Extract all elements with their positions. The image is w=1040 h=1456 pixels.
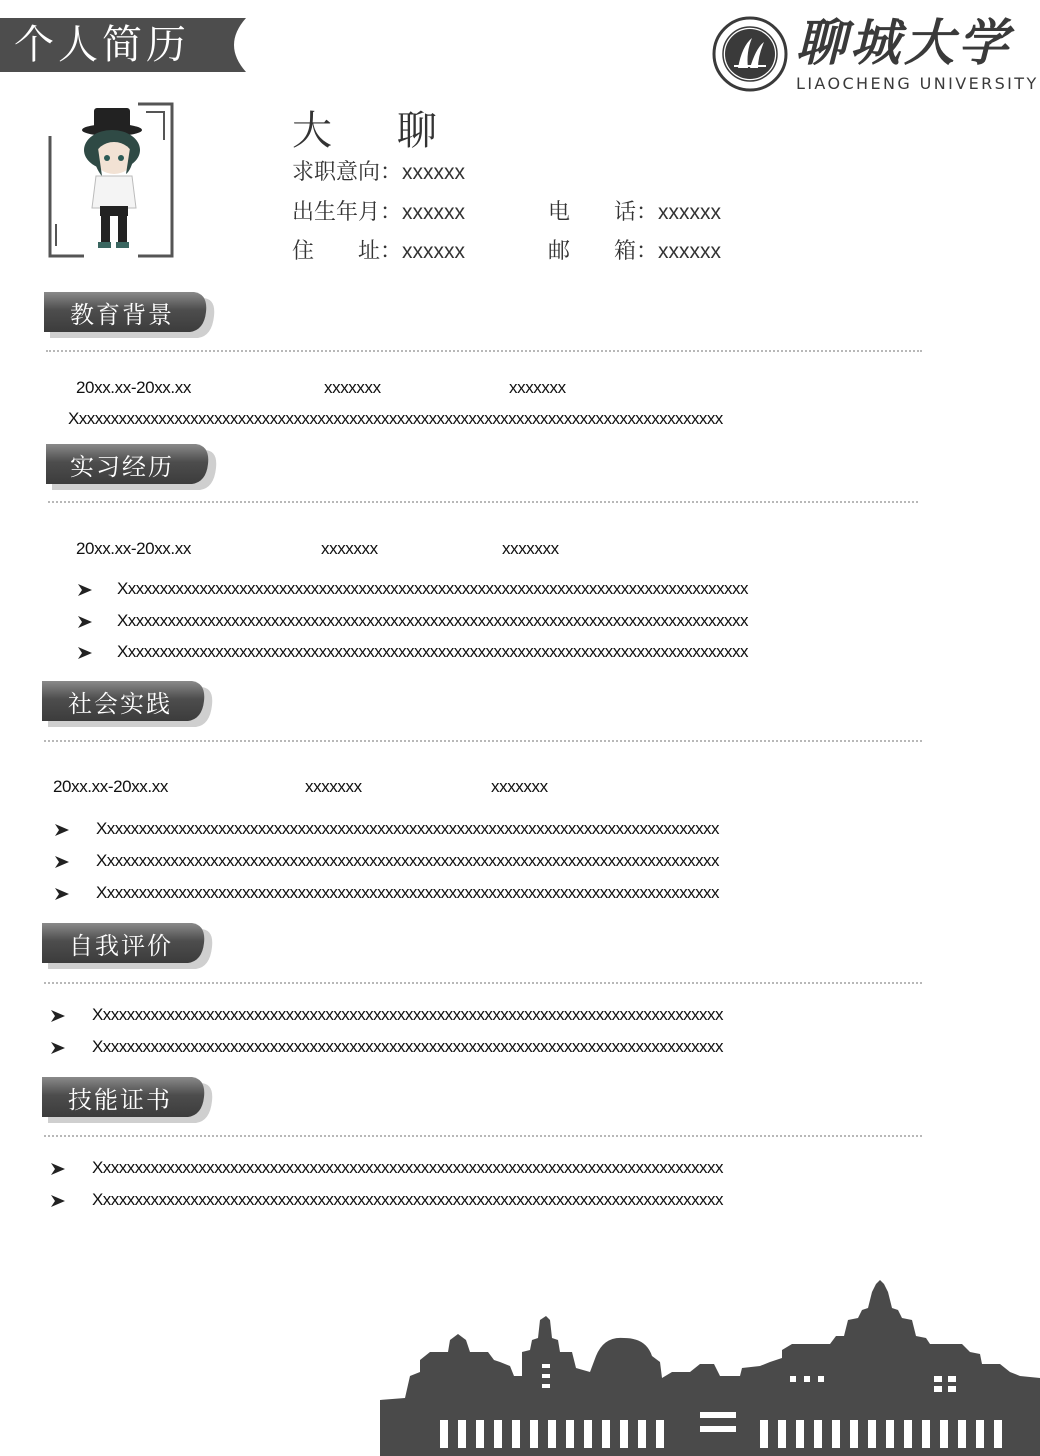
job-value: xxxxxx bbox=[402, 161, 466, 184]
divider-self-eval bbox=[44, 982, 922, 984]
arrowhead-icon bbox=[54, 823, 70, 837]
email-value: xxxxxx bbox=[658, 240, 722, 263]
skills-bullet-1: Xxxxxxxxxxxxxxxxxxxxxxxxxxxxxxxxxxxxxxxxxxxxxxxxxxxxxxxxxxxxxxxxxxxxxxxxxxxxxxx bbox=[92, 1158, 723, 1177]
practice-col3: xxxxxxx bbox=[491, 777, 548, 796]
job-label: 求职意向： bbox=[292, 160, 403, 185]
practice-bullet-1: Xxxxxxxxxxxxxxxxxxxxxxxxxxxxxxxxxxxxxxxxxxxxxxxxxxxxxxxxxxxxxxxxxxxxxxxxxxxxxx bbox=[96, 819, 719, 838]
avatar-icon bbox=[46, 100, 176, 260]
self-eval-bullet-1: Xxxxxxxxxxxxxxxxxxxxxxxxxxxxxxxxxxxxxxxxxxxxxxxxxxxxxxxxxxxxxxxxxxxxxxxxxxxxxxx bbox=[92, 1005, 723, 1024]
education-detail: Xxxxxxxxxxxxxxxxxxxxxxxxxxxxxxxxxxxxxxxxxxxxxxxxxxxxxxxxxxxxxxxxxxxxxxxxxxxxxxxxxx bbox=[68, 409, 723, 428]
logo-chinese: 聊城大学 bbox=[796, 13, 1012, 72]
birth-date bbox=[292, 198, 465, 228]
divider-skills bbox=[44, 1135, 922, 1137]
arrowhead-icon bbox=[77, 615, 93, 629]
divider-practice bbox=[44, 740, 922, 742]
internship-date: 20xx.xx-20xx.xx bbox=[76, 539, 191, 558]
practice-bullet-2: Xxxxxxxxxxxxxxxxxxxxxxxxxxxxxxxxxxxxxxxxxxxxxxxxxxxxxxxxxxxxxxxxxxxxxxxxxxxxxx bbox=[96, 851, 719, 870]
email-label: 邮 箱： bbox=[548, 239, 659, 264]
phone bbox=[548, 198, 721, 228]
birth-value: xxxxxx bbox=[402, 201, 466, 224]
campus-skyline bbox=[0, 1280, 1040, 1456]
education-col3: xxxxxxx bbox=[509, 378, 566, 397]
divider-internship bbox=[48, 501, 918, 503]
arrowhead-icon bbox=[54, 855, 70, 869]
birth-label: 出生年月： bbox=[292, 200, 403, 225]
address-value: xxxxxx bbox=[402, 240, 466, 263]
practice-col2: xxxxxxx bbox=[305, 777, 362, 796]
address-label: 住 址： bbox=[292, 239, 403, 264]
arrowhead-icon bbox=[50, 1194, 66, 1208]
divider-education bbox=[46, 350, 922, 352]
section-title-education: 教育背景 bbox=[70, 301, 174, 329]
section-title-internship: 实习经历 bbox=[70, 453, 174, 481]
internship-bullet-2: Xxxxxxxxxxxxxxxxxxxxxxxxxxxxxxxxxxxxxxxxxxxxxxxxxxxxxxxxxxxxxxxxxxxxxxxxxxxxxxx bbox=[117, 611, 748, 630]
phone-value: xxxxxx bbox=[658, 201, 722, 224]
phone-label: 电 话： bbox=[548, 200, 659, 225]
practice-bullet-3: Xxxxxxxxxxxxxxxxxxxxxxxxxxxxxxxxxxxxxxxxxxxxxxxxxxxxxxxxxxxxxxxxxxxxxxxxxxxxxx bbox=[96, 883, 719, 902]
university-seal-icon bbox=[712, 16, 788, 92]
self-eval-bullet-2: Xxxxxxxxxxxxxxxxxxxxxxxxxxxxxxxxxxxxxxxxxxxxxxxxxxxxxxxxxxxxxxxxxxxxxxxxxxxxxxx bbox=[92, 1037, 723, 1056]
arrowhead-icon bbox=[50, 1009, 66, 1023]
arrowhead-icon bbox=[54, 887, 70, 901]
logo-english: LIAOCHENG UNIVERSITY bbox=[796, 74, 1039, 93]
person-name: 大 聊 bbox=[292, 108, 463, 154]
section-title-self-eval: 自我评价 bbox=[69, 932, 173, 960]
internship-bullet-3: Xxxxxxxxxxxxxxxxxxxxxxxxxxxxxxxxxxxxxxxxxxxxxxxxxxxxxxxxxxxxxxxxxxxxxxxxxxxxxxx bbox=[117, 642, 748, 661]
address bbox=[292, 237, 465, 267]
internship-col3: xxxxxxx bbox=[502, 539, 559, 558]
resume-title: 个人简历 bbox=[14, 22, 190, 68]
email bbox=[548, 237, 721, 267]
internship-bullet-1: Xxxxxxxxxxxxxxxxxxxxxxxxxxxxxxxxxxxxxxxxxxxxxxxxxxxxxxxxxxxxxxxxxxxxxxxxxxxxxxx bbox=[117, 579, 748, 598]
arrowhead-icon bbox=[77, 646, 93, 660]
arrowhead-icon bbox=[77, 583, 93, 597]
education-date: 20xx.xx-20xx.xx bbox=[76, 378, 191, 397]
section-title-practice: 社会实践 bbox=[68, 690, 172, 718]
job-intention bbox=[292, 158, 465, 188]
internship-col2: xxxxxxx bbox=[321, 539, 378, 558]
section-title-skills: 技能证书 bbox=[68, 1086, 172, 1114]
arrowhead-icon bbox=[50, 1162, 66, 1176]
education-col2: xxxxxxx bbox=[324, 378, 381, 397]
skills-bullet-2: Xxxxxxxxxxxxxxxxxxxxxxxxxxxxxxxxxxxxxxxxxxxxxxxxxxxxxxxxxxxxxxxxxxxxxxxxxxxxxxx bbox=[92, 1190, 723, 1209]
arrowhead-icon bbox=[50, 1041, 66, 1055]
practice-date: 20xx.xx-20xx.xx bbox=[53, 777, 168, 796]
